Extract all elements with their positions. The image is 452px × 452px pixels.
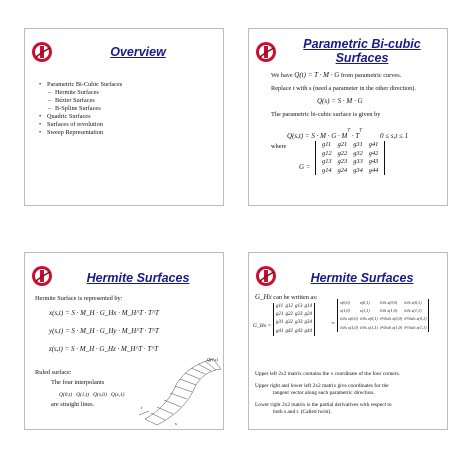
table-row: g31 g32 g33 g34	[276, 320, 312, 326]
straight-lines-label: are straight lines.	[51, 401, 95, 408]
equation-y: y(s,t) = S · M_H · G_Hy · M_H^T · T^T	[49, 327, 159, 335]
where-label: where	[271, 143, 287, 150]
table-row: x(1,0) x(1,1) ∂/∂t x(1,0) ∂/∂t x(1,1)	[340, 308, 422, 314]
hermite-notes	[255, 371, 445, 416]
g-matrix-label: G =	[299, 163, 311, 171]
equation-qs: Q(s) = S · M · G	[317, 97, 363, 105]
equals-sign: =	[331, 321, 336, 327]
slide-title: Hermite Surfaces	[86, 271, 190, 285]
note-tangent: Upper right and lower left 2x2 matrix give coordinates for the	[255, 383, 389, 389]
slide-hermite-2	[248, 252, 448, 430]
table-row: ∂/∂s x(0,0) ∂/∂s x(0,1) ∂²/∂s∂t x(0,0) ∂²/∂s∂t x(0,1)	[340, 316, 427, 322]
ruled-label: Ruled surface:	[35, 369, 72, 376]
note-twist: Lower right 2x2 matrix is the partial derivatives with respect to	[255, 402, 392, 408]
table-row: g14 g24 g34 g44	[322, 166, 379, 174]
list-item: – Bézier Surfaces	[39, 97, 219, 105]
slide-title: Overview	[110, 45, 166, 59]
note-corners: Upper left 2x2 matrix contains the x coordinate of the four corners.	[255, 371, 400, 377]
slide-hermite-1	[24, 252, 224, 430]
equation-qst: $Q(s,t) = S \cdot M \cdot G \cdot M^T \cdot T^T$ 0 ≤ s,t ≤ 1	[287, 128, 409, 140]
list-item: • Surfaces of revolution	[39, 121, 219, 129]
list-item: – B-Spline Surfaces	[39, 105, 219, 113]
university-logo-icon	[255, 41, 277, 63]
table-row: g41 g42 g43 g44	[276, 328, 312, 334]
table-row: g21 g22 g23 g24	[276, 312, 312, 318]
equation-x: x(s,t) = S · M_H · G_Hx · M_H^T · T^T	[49, 309, 159, 317]
ghx-matrix-right	[337, 299, 429, 332]
table-row: g12 g22 g32 g42	[322, 149, 379, 157]
list-item: – Hermite Surfaces	[39, 89, 219, 97]
list-item: • Parametric Bi-Cubic Surfaces	[39, 81, 219, 89]
fig-label: s	[175, 421, 177, 426]
ghx-lhs: G_Hx =	[253, 323, 272, 329]
interpolants-label: The four interpolants	[51, 379, 105, 386]
overview-list	[39, 81, 219, 137]
note-twist-cont: both s and t. (Called twist).	[273, 409, 332, 415]
equation-z: z(s,t) = S · M_H · G_Hz · M_H^T · T^T	[49, 345, 159, 353]
ruled-surface-figure	[137, 355, 223, 427]
university-logo-icon	[31, 265, 53, 287]
equation-qt: Q(t) = T · M · G	[294, 71, 340, 79]
slide-overview	[24, 28, 224, 206]
table-row: ∂/∂s x(1,0) ∂/∂s x(1,1) ∂²/∂s∂t x(1,0) ∂²/∂s∂t x(1,1)	[340, 324, 427, 330]
hermite-intro: Hermite Surface is represented by:	[35, 295, 123, 302]
slide-title: Parametric Bi-cubic Surfaces	[303, 37, 421, 65]
fig-label: t	[141, 405, 143, 410]
ghx-intro: G_Hx can be written as:	[255, 293, 318, 301]
g-matrix	[315, 141, 385, 175]
ghx-matrix-left	[273, 303, 315, 336]
university-logo-icon	[31, 41, 53, 63]
interpolants-list: Q(0,t) Q(1,t) Q(s,0) Q(s,1)	[59, 392, 125, 398]
fig-label: Q(1,t)	[207, 357, 218, 362]
bicubic-line3: The parametric bi-cubic surface is given by	[271, 111, 381, 118]
table-row: g11 g12 g13 g14	[276, 304, 312, 309]
table-row: x(0,0) x(0,1) ∂/∂t x(0,0) ∂/∂t x(0,1)	[340, 300, 422, 305]
slide-bicubic	[248, 28, 448, 206]
university-logo-icon	[255, 265, 277, 287]
bicubic-line1: We have Q(t) = T · M · G from parametric curves.	[271, 71, 402, 79]
bicubic-line2: Replace t with s (need a parameter in the other direction).	[271, 85, 416, 92]
list-item: • Sweep Representation	[39, 129, 219, 137]
slide-title: Hermite Surfaces	[310, 271, 414, 285]
list-item: • Quadric Surfaces	[39, 113, 219, 121]
table-row: g13 g23 g33 g43	[322, 158, 379, 165]
note-tangent-cont: tangent vector along each parametric direction.	[273, 390, 375, 396]
table-row: g11 g21 g31 g41	[322, 141, 379, 148]
